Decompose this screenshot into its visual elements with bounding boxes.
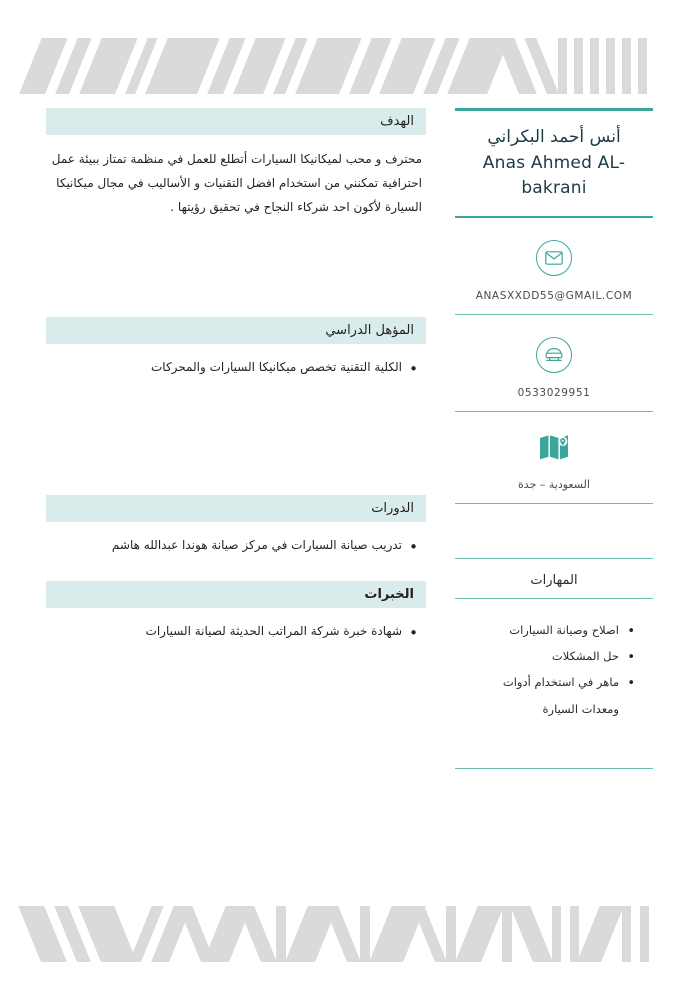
section-body-education [46,344,426,379]
section-courses [46,495,426,557]
contact-email [455,240,653,315]
section-body-courses [46,522,426,557]
section-title-experience: الخبرات [46,581,426,608]
location-text: السعودية – جدة [518,477,590,491]
section-objective [46,108,426,219]
content-column [46,108,426,648]
list-item: • ماهر في استخدام أدوات [455,669,635,695]
skills-bottom-divider [455,598,653,599]
section-body-objective [46,135,426,219]
section-education [46,317,426,379]
candidate-name-english: Anas Ahmed AL-bakrani [482,152,626,198]
courses-list [50,534,422,557]
candidate-name-arabic: أنس أحمد البكراني [487,127,621,147]
email-divider [455,314,653,315]
section-title-education: المؤهل الدراسي [46,317,426,344]
top-stripe-decoration [0,38,695,94]
section-body-experience [46,608,426,643]
list-item: • تدريب صيانة السيارات في مركز صيانة هوندا عبدالله هاشم [50,534,422,557]
list-item: ومعدات السيارة [542,701,619,716]
objective-text: محترف و محب لميكانيكا السيارات أتطلع للعمل في منظمة تمتاز ببيئة عمل احترافية تمكنني من استخدام افضل التقنيات و الأساليب في مجال ميكانيكا السيارة لأكون احد شركاء النجاح في تحقيق رؤيتها . [51,152,422,214]
contact-phone [455,337,653,412]
list-item: • حل المشكلات [455,643,635,669]
skills-section [455,558,653,770]
name-bottom-rule [455,216,653,218]
name-top-rule [455,108,653,111]
skills-list [455,617,653,723]
list-item: • شهادة خبرة شركة المراتب الحديثة لصيانة السيارات [50,620,422,643]
email-text: ANASXXDD55@GMAIL.COM [475,289,633,302]
education-list [50,356,422,379]
section-experience [46,581,426,643]
location-divider [455,503,653,504]
section-title-courses: الدورات [46,495,426,522]
telephone-icon [536,337,572,373]
envelope-icon [536,240,572,276]
skills-title: المهارات [530,572,578,588]
contact-location [455,434,653,504]
personal-info-column [455,108,653,769]
phone-text: 0533029951 [517,386,591,399]
list-item: • الكلية التقنية تخصص ميكانيكا السيارات والمحركات [50,356,422,379]
skills-end-divider [455,768,653,769]
list-item: • اصلاح وصيانة السيارات [455,617,635,643]
experience-list [50,620,422,643]
map-icon [539,434,569,460]
section-title-objective: الهدف [46,108,426,135]
phone-divider [455,411,653,412]
bottom-stripe-decoration [0,906,695,962]
